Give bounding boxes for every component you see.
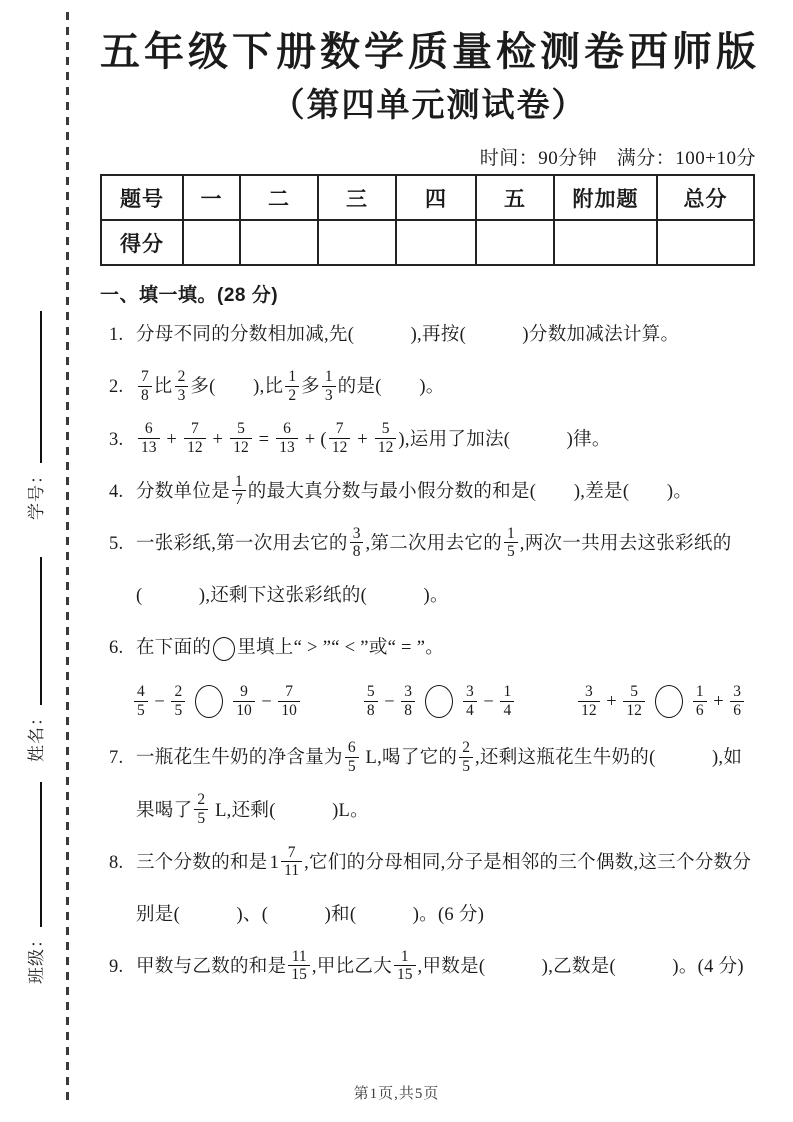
score-cell bbox=[554, 220, 657, 265]
question-5 bbox=[100, 518, 758, 622]
page-number: 第1页,共5页 bbox=[353, 1086, 440, 1102]
question-3-number: 3. bbox=[109, 429, 124, 450]
fraction: $\frac{5}{8}$ bbox=[364, 683, 378, 719]
fraction: $\frac{5}{12}$ bbox=[230, 420, 252, 456]
score-cell bbox=[476, 220, 554, 265]
sidebar-field-class bbox=[22, 782, 47, 984]
sidebar-field-student-number bbox=[22, 311, 47, 520]
question-2-number: 2. bbox=[109, 377, 124, 398]
question-1-text: 分母不同的分数相加减,先( ),再按( )分数加减法计算。 bbox=[136, 325, 680, 346]
score-table bbox=[100, 174, 755, 266]
fraction: $\frac{2}{5}$ bbox=[459, 739, 473, 775]
question-6-text: 在下面的 里填上“ > ”“ < ”或“ = ”。 bbox=[136, 638, 444, 658]
comparison-expression-3: $\frac{3}{12}$ + $\frac{5}{12}$ $\frac{1}{6}$ + $\frac{3}{6}$ bbox=[576, 685, 746, 721]
fraction: $\frac{6}{5}$ bbox=[345, 739, 359, 775]
fraction: $\frac{3}{8}$ bbox=[401, 683, 415, 719]
fraction: $\frac{5}{12}$ bbox=[375, 420, 397, 456]
question-9-text: 甲数与乙数的和是 $\frac{11}{15}$ ,甲比乙大 $\frac{1}{15}$ ,甲数是( ),乙数是( )。(4 分) bbox=[136, 947, 744, 984]
question-6-comparison-row bbox=[100, 674, 758, 732]
paper-title: 五年级下册数学质量检测卷西师版 bbox=[100, 29, 760, 74]
fraction: $\frac{1}{7}$ bbox=[232, 473, 246, 509]
fraction: $\frac{7}{12}$ bbox=[329, 420, 351, 456]
question-9 bbox=[100, 941, 758, 993]
question-5-text: 一张彩纸,第一次用去它的 $\frac{3}{8}$ ,第二次用去它的 $\frac{1}{5}$ ,两次一共用去这张彩纸的( ),还剩下这张彩纸的( )。 bbox=[136, 524, 732, 607]
fraction: $\frac{5}{12}$ bbox=[623, 683, 645, 719]
class-label: 班级： bbox=[27, 930, 46, 984]
score-label: 得分 bbox=[101, 220, 183, 265]
fraction: $\frac{2}{3}$ bbox=[175, 368, 189, 404]
fraction: $\frac{1}{5}$ bbox=[504, 525, 518, 561]
score-cell bbox=[240, 220, 318, 265]
fraction: $\frac{4}{5}$ bbox=[134, 683, 148, 719]
question-6 bbox=[100, 622, 758, 674]
student-number-blank bbox=[35, 311, 42, 463]
fraction: $\frac{1}{4}$ bbox=[500, 683, 514, 719]
score-cell bbox=[183, 220, 240, 265]
question-4-text: 分数单位是 $\frac{1}{7}$ 的最大真分数与最小假分数的和是( ),差是( )。 bbox=[136, 472, 693, 508]
fraction: $\frac{7}{11}$ bbox=[281, 844, 302, 880]
fraction: $\frac{2}{5}$ bbox=[194, 791, 208, 827]
question-4-number: 4. bbox=[109, 481, 124, 502]
score-table-score-row bbox=[101, 220, 754, 265]
student-number-label: 学号： bbox=[27, 466, 46, 520]
fraction: $\frac{6}{13}$ bbox=[138, 420, 160, 456]
fraction: $\frac{9}{10}$ bbox=[233, 683, 255, 719]
question-2 bbox=[100, 361, 758, 413]
fraction: $\frac{7}{12}$ bbox=[184, 420, 206, 456]
fraction: $\frac{1}{3}$ bbox=[322, 368, 336, 404]
comparison-circle bbox=[195, 685, 223, 718]
header-part-3: 三 bbox=[318, 175, 396, 220]
question-8 bbox=[100, 837, 758, 941]
header-part-4: 四 bbox=[396, 175, 476, 220]
score-cell bbox=[318, 220, 396, 265]
class-blank bbox=[35, 782, 42, 927]
question-7 bbox=[100, 732, 758, 836]
question-1-number: 1. bbox=[109, 325, 124, 346]
sidebar-field-name bbox=[22, 557, 47, 762]
header-total: 总分 bbox=[657, 175, 754, 220]
name-label: 姓名： bbox=[27, 708, 46, 762]
fraction: $\frac{7}{8}$ bbox=[138, 368, 152, 404]
comparison-expression-1: $\frac{4}{5}$ − $\frac{2}{5}$ $\frac{9}{10}$ − $\frac{7}{10}$ bbox=[132, 685, 302, 721]
header-part-2: 二 bbox=[240, 175, 318, 220]
comparison-circle bbox=[213, 637, 235, 661]
fraction: $\frac{11}{15}$ bbox=[288, 948, 310, 984]
name-blank bbox=[35, 557, 42, 705]
question-list bbox=[100, 309, 758, 993]
mixed-number-whole: 1 bbox=[269, 852, 280, 873]
header-question-number: 题号 bbox=[101, 175, 183, 220]
comparison-circle bbox=[655, 685, 683, 718]
question-3 bbox=[100, 414, 758, 466]
question-7-text: 一瓶花生牛奶的净含量为 $\frac{6}{5}$ L,喝了它的 $\frac{2}{5}$ ,还剩这瓶花生牛奶的( ),如果喝了 $\frac{2}{5}$ L,还剩( )L。 bbox=[136, 739, 743, 827]
fraction: $\frac{3}{6}$ bbox=[730, 683, 744, 719]
score-table-header-row bbox=[101, 175, 754, 220]
question-9-number: 9. bbox=[109, 956, 124, 977]
section-one-title: 一、填一填。(28 分) bbox=[100, 285, 279, 307]
header-part-1: 一 bbox=[183, 175, 240, 220]
question-2-text: $\frac{7}{8}$ 比 $\frac{2}{3}$ 多( ),比 $\frac{1}{2}$ 多 $\frac{1}{3}$ 的是( )。 bbox=[136, 377, 445, 397]
question-8-text: 三个分数的和是 1 $\frac{7}{11}$ ,它们的分母相同,分子是相邻的三个偶数,这三个分数分别是( )、( )和( )。(6 分) bbox=[136, 853, 751, 925]
score-cell bbox=[657, 220, 754, 265]
question-3-text: $\frac{6}{13}$ + $\frac{7}{12}$ + $\frac{5}{12}$ = $\frac{6}{13}$ + ( $\frac{7}{12}$ + $\frac{5}{12}$ ),运用了加法( )律。 bbox=[136, 430, 611, 450]
fraction: $\frac{1}{6}$ bbox=[693, 683, 707, 719]
comparison-expression-2: $\frac{5}{8}$ − $\frac{3}{8}$ $\frac{3}{4}$ − $\frac{1}{4}$ bbox=[362, 685, 516, 721]
fraction: $\frac{1}{2}$ bbox=[285, 368, 299, 404]
question-7-number: 7. bbox=[109, 748, 124, 769]
question-5-number: 5. bbox=[109, 533, 124, 554]
comparison-circle bbox=[425, 685, 453, 718]
fraction: $\frac{7}{10}$ bbox=[278, 683, 300, 719]
header-part-5: 五 bbox=[476, 175, 554, 220]
score-cell bbox=[396, 220, 476, 265]
paper-content bbox=[100, 0, 758, 993]
exam-time-score-info: 时间：90分钟 满分：100+10分 bbox=[479, 148, 756, 170]
fraction: $\frac{3}{4}$ bbox=[463, 683, 477, 719]
fraction: $\frac{3}{12}$ bbox=[578, 683, 600, 719]
question-1 bbox=[100, 309, 758, 361]
paper-subtitle: （第四单元测试卷） bbox=[271, 88, 587, 124]
fraction: $\frac{3}{8}$ bbox=[350, 525, 364, 561]
question-8-number: 8. bbox=[109, 852, 124, 873]
binding-fold-line bbox=[66, 12, 69, 1104]
question-6-number: 6. bbox=[109, 638, 124, 659]
question-4 bbox=[100, 466, 758, 518]
fraction: $\frac{2}{5}$ bbox=[171, 683, 185, 719]
fraction: $\frac{6}{13}$ bbox=[276, 420, 298, 456]
header-bonus: 附加题 bbox=[554, 175, 657, 220]
fraction: $\frac{1}{15}$ bbox=[394, 948, 416, 984]
